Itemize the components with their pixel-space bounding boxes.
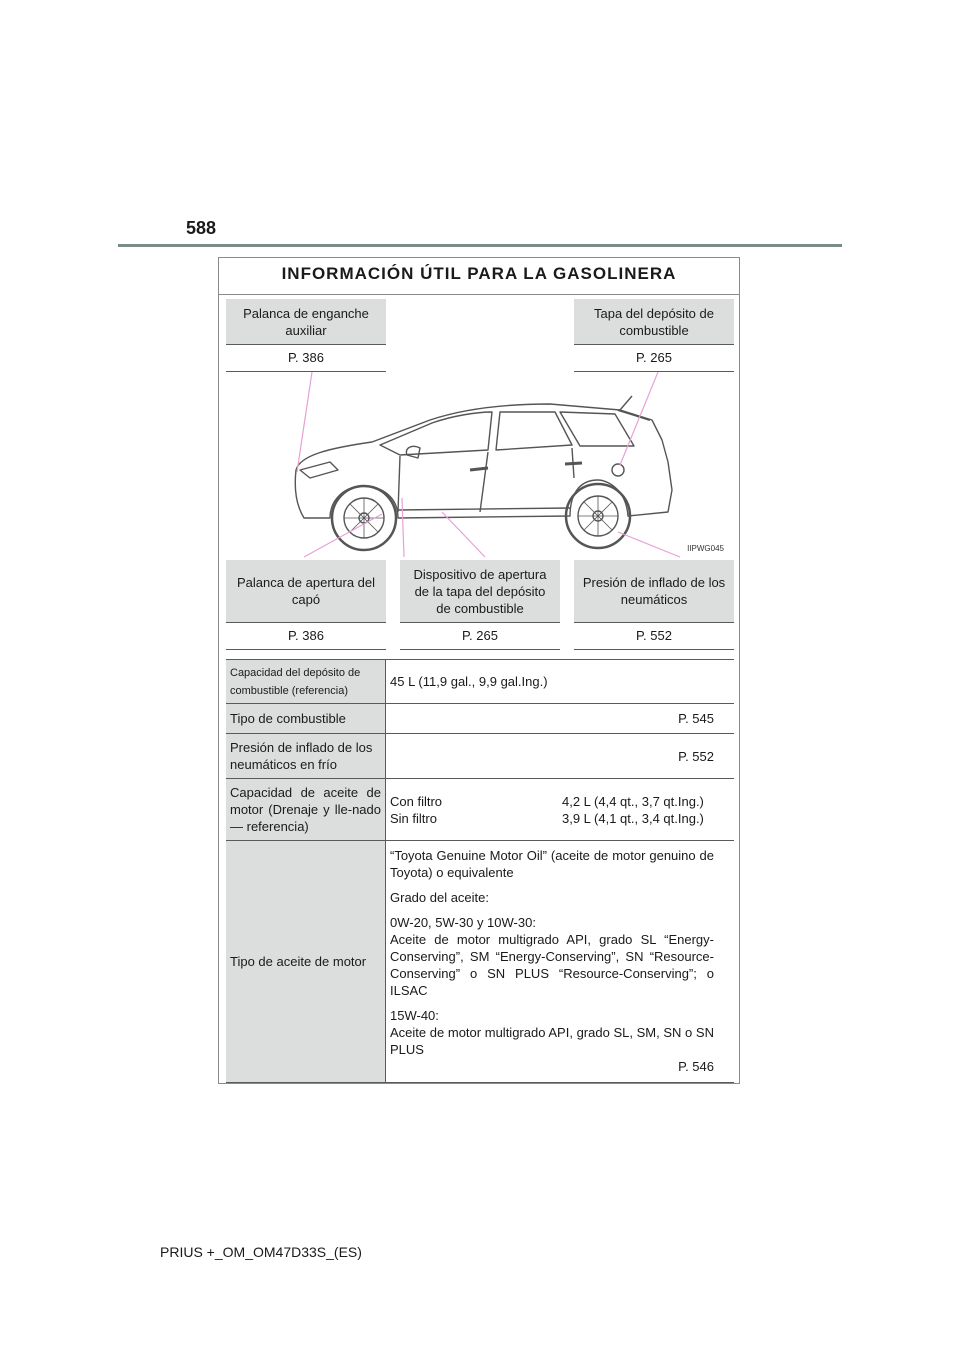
spec-table	[226, 659, 734, 1083]
oil-type-text: “Toyota Genuine Motor Oil” (aceite de motor genuino de Toyota) o equivalente	[390, 848, 714, 880]
spec-label: Capacidad de aceite de motor (Drenaje y lle-nado — referencia)	[226, 779, 386, 840]
oil-grade-1-head: 0W-20, 5W-30 y 10W-30:	[390, 915, 536, 930]
spec-value: 45 L (11,9 gal., 9,9 gal.Ing.)	[390, 674, 548, 689]
callout-fuel-door: Tapa del depósito de combustible	[574, 299, 734, 344]
callout-auxiliary-latch: Palanca de enganche auxiliar	[226, 299, 386, 344]
panel-title: INFORMACIÓN ÚTIL PARA LA GASOLINERA	[219, 258, 739, 295]
spec-value	[386, 841, 734, 1082]
callout-hood-release: Palanca de apertura del capó	[226, 560, 386, 622]
spec-label: Capacidad del depósito de combustible (referencia)	[226, 660, 386, 703]
oil-type-ref: P. 546	[678, 1059, 714, 1074]
spec-label: Presión de inflado de los neumáticos en frío	[226, 734, 386, 778]
ref-fuel-door-opener: P. 265	[400, 623, 560, 650]
footer-code: PRIUS +_OM_OM47D33S_(ES)	[160, 1244, 362, 1260]
oil-grade-1-body: Aceite de motor multigrado API, grado SL “Energy-Conserving”, SM “Energy-Conserving”, SN “Resource-Conserving” o SN PLUS “Resource-Conserving”; o ILSAC	[390, 932, 714, 998]
oil-with-filter-value: 4,2 L (4,4 qt., 3,7 qt.Ing.)	[562, 794, 704, 809]
ref-hood-release: P. 386	[226, 623, 386, 650]
image-code: IIPWG045	[687, 544, 724, 553]
oil-without-filter-value: 3,9 L (4,1 qt., 3,4 qt.Ing.)	[562, 811, 704, 826]
spec-row-pressure	[226, 734, 734, 779]
oil-with-filter-label: Con filtro	[390, 794, 443, 809]
callout-fuel-door-opener: Dispositivo de apertura de la tapa del depósito de combustible	[400, 560, 560, 622]
spec-row-oil-type	[226, 841, 734, 1083]
spec-label: Tipo de combustible	[226, 704, 386, 733]
ref-auxiliary-latch: P. 386	[226, 345, 386, 372]
oil-grade-heading: Grado del aceite:	[390, 890, 490, 905]
oil-grade-2-body: Aceite de motor multigrado API, grado SL, SM, SN o SN PLUS	[390, 1025, 714, 1057]
spec-value	[386, 779, 734, 840]
page-number: 588	[186, 218, 217, 238]
spec-value: P. 552	[678, 748, 714, 764]
spec-value: P. 545	[678, 711, 714, 726]
ref-fuel-door: P. 265	[574, 345, 734, 372]
oil-grade-2-head: 15W-40:	[390, 1008, 439, 1023]
spec-label: Tipo de aceite de motor	[226, 841, 386, 1082]
spec-row-tank	[226, 659, 734, 704]
spec-row-oil-capacity	[226, 779, 734, 841]
oil-without-filter-label: Sin filtro	[390, 811, 437, 826]
callout-tire-pressure: Presión de inflado de los neumáticos	[574, 560, 734, 622]
ref-tire-pressure: P. 552	[574, 623, 734, 650]
spec-row-fuel	[226, 704, 734, 734]
